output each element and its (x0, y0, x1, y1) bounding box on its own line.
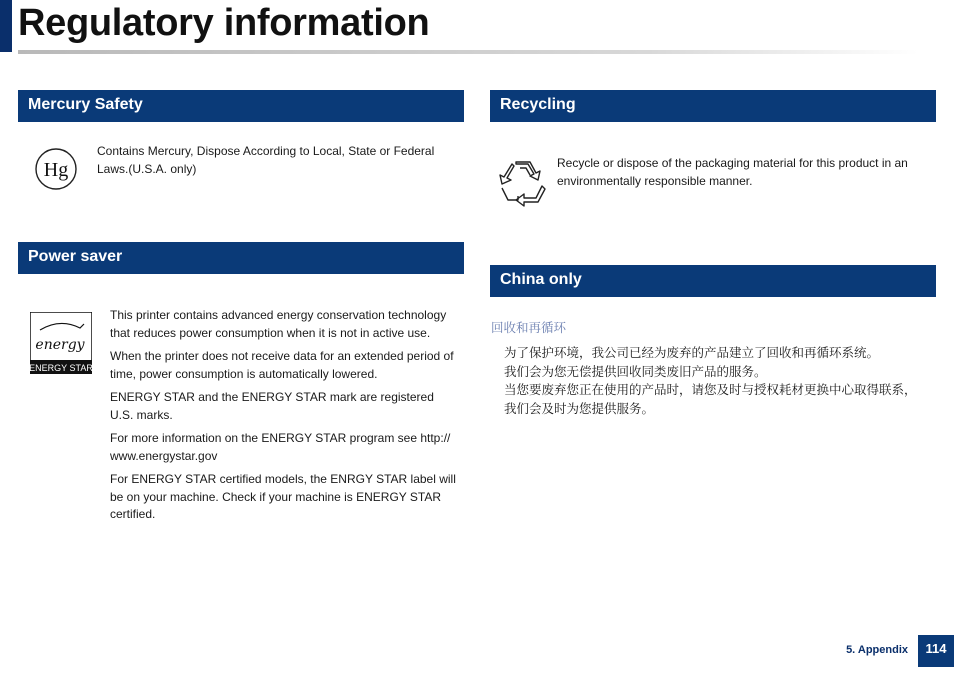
power-paragraph: For ENERGY STAR certified models, the ENRGY STAR label will be on your machine. Check if your machine is ENERGY STAR certified. (110, 472, 456, 521)
power-saver-text (110, 307, 460, 530)
recycle-icon (496, 158, 548, 215)
power-paragraph: This printer contains advanced energy conservation technology that reduces power consumption when it is not in active use. (110, 308, 447, 340)
energy-star-logo (30, 312, 92, 379)
china-line: 当您要废弃您正在使用的产品时，请您及时与授权耗材更换中心取得联系， (504, 382, 917, 397)
power-paragraph: When the printer does not receive data for an extended period of time, power consumption is automatically lowered. (110, 349, 454, 381)
title-divider (18, 50, 918, 54)
china-line: 我们会为您无偿提供回收同类废旧产品的服务。 (504, 363, 767, 379)
page-title: Regulatory information (18, 2, 430, 44)
power-saver-header: Power saver (18, 242, 464, 274)
hg-label: Hg (43, 159, 69, 181)
recycling-header: Recycling (490, 90, 936, 122)
mercury-text: Contains Mercury, Dispose According to Local, State or Federal Laws.(U.S.A. only) (97, 144, 435, 176)
recycling-text: Recycle or dispose of the packaging material for this product in an environmentally responsible manner. (557, 156, 908, 188)
energy-script: energy (35, 337, 85, 353)
page-number: 114 (918, 635, 954, 667)
china-text (504, 344, 917, 418)
china-only-header: China only (490, 265, 936, 297)
footer-section-label: 5. Appendix (846, 644, 908, 656)
energy-star-label: ENERGY STAR (30, 363, 92, 373)
china-line: 为了保护环境，我公司已经为废弃的产品建立了回收和再循环系统。 (504, 345, 880, 360)
title-accent-bar (0, 0, 12, 52)
power-paragraph: For more information on the ENERGY STAR program see http:// www.energystar.gov (110, 431, 451, 463)
power-paragraph: ENERGY STAR and the ENERGY STAR mark are registered U.S. marks. (110, 390, 434, 422)
mercury-hg-icon (34, 147, 78, 196)
mercury-safety-header: Mercury Safety (18, 90, 464, 122)
china-line: 我们会及时为您提供服务。 (504, 400, 655, 416)
china-subheading: 回收和再循环 (491, 320, 567, 335)
